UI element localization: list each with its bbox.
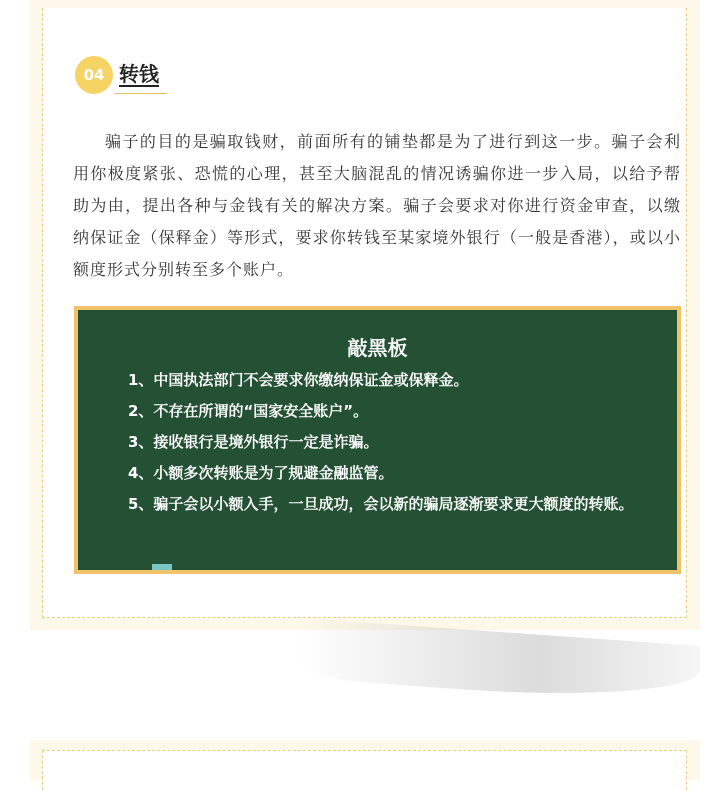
next-content-card-inner: [42, 750, 687, 790]
blackboard-title: 敲黑板: [347, 336, 408, 360]
next-content-card: [30, 740, 700, 780]
blackboard-item: 1、中国执法部门不会要求你缴纳保证金或保释金。: [128, 371, 469, 389]
content-card-inner: [42, 8, 687, 618]
blackboard-item: 5、骗子会以小额入手，一旦成功，会以新的骗局逐渐要求更大额度的转账。: [128, 495, 634, 513]
heading-underline: [115, 93, 167, 94]
chalk-icon: [152, 564, 172, 570]
blackboard-item: 3、接收银行是境外银行一定是诈骗。: [128, 433, 379, 451]
section-body-text: 骗子的目的是骗取钱财，前面所有的铺垫都是为了进行到这一步。骗子会利用你极度紧张、恐慌的心理，甚至大脑混乱的情况诱骗你进一步入局，以给予帮助为由，提出各种与金钱有关的解决方案。骗子会要求对你进行资金审查，以缴纳保证金（保释金）等形式，要求你转钱至某家境外银行（一般是香港），或以小额度形式分别转至多个账户。: [73, 132, 681, 279]
section-title: 转钱: [119, 62, 159, 86]
blackboard-box: [74, 306, 681, 574]
blackboard-list: [98, 365, 663, 520]
content-card: [30, 0, 700, 630]
section-number-badge: 04: [75, 56, 113, 94]
blackboard-item: 2、不存在所谓的“国家安全账户”。: [128, 402, 369, 420]
card-shadow-decoration: [300, 618, 700, 706]
blackboard-item: 4、小额多次转账是为了规避金融监管。: [128, 464, 394, 482]
